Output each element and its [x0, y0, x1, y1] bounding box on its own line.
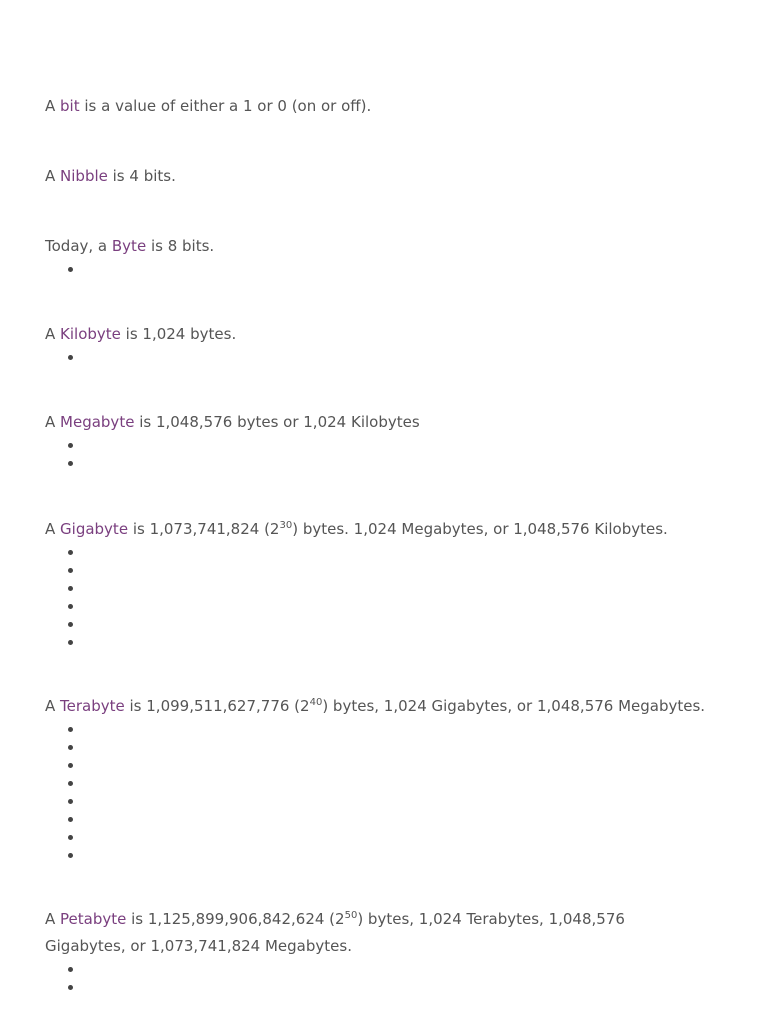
bullet-list: [45, 260, 735, 278]
definition-text: A Terabyte is 1,099,511,627,776 $(2^{40})$ bytes, 1,024 Gigabytes, or 1,048,576 Megabytes.: [45, 697, 706, 715]
list-bullet: [45, 633, 735, 651]
entry-terabyte: [45, 693, 735, 864]
entry-megabyte: [45, 409, 735, 472]
list-bullet: [45, 774, 735, 792]
list-bullet: [45, 846, 735, 864]
list-bullet: [45, 720, 735, 738]
list-bullet: [45, 828, 735, 846]
bullet-list: [45, 720, 735, 864]
list-bullet: [45, 579, 735, 597]
list-bullet: [45, 792, 735, 810]
list-bullet: [45, 561, 735, 579]
term-link-petabyte[interactable]: Petabyte: [60, 910, 127, 928]
definition-text: A bit is a value of either a 1 or 0 (on or off).: [45, 97, 372, 115]
entry-nibble: [45, 163, 735, 190]
entry-byte: [45, 233, 735, 278]
definition-text: A Nibble is 4 bits.: [45, 167, 176, 185]
list-bullet: [45, 810, 735, 828]
list-bullet: [45, 454, 735, 472]
term-link-terabyte[interactable]: Terabyte: [60, 697, 125, 715]
term-link-nibble[interactable]: Nibble: [60, 167, 108, 185]
definition-text: Today, a Byte is 8 bits.: [45, 237, 215, 255]
term-link-byte[interactable]: Byte: [111, 237, 147, 255]
list-bullet: [45, 348, 735, 366]
exponent: 50: [344, 910, 358, 921]
bullet-list: [45, 348, 735, 366]
exponent: 40: [309, 697, 323, 708]
bullet-list: [45, 436, 735, 472]
list-bullet: [45, 543, 735, 561]
definition-text: A Kilobyte is 1,024 bytes.: [45, 325, 237, 343]
exponent: 30: [279, 520, 293, 531]
definition-text: A Gigabyte is 1,073,741,824 $(2^{30})$ bytes. 1,024 Megabytes, or 1,048,576 Kilobytes.: [45, 520, 668, 538]
bullet-list: [45, 543, 735, 651]
list-bullet: [45, 597, 735, 615]
list-bullet: [45, 436, 735, 454]
list-bullet: [45, 260, 735, 278]
list-bullet: [45, 615, 735, 633]
entry-petabyte: [45, 906, 735, 996]
bullet-list: [45, 960, 735, 996]
entry-gigabyte: [45, 516, 735, 651]
term-link-gigabyte[interactable]: Gigabyte: [60, 520, 129, 538]
term-link-kilobyte[interactable]: Kilobyte: [60, 325, 121, 343]
term-link-bit[interactable]: bit: [60, 97, 80, 115]
definition-text-continued: Gigabytes, or 1,073,741,824 Megabytes.: [45, 937, 352, 955]
definition-text: A Petabyte is 1,125,899,906,842,624 $(2^{50})$ bytes, 1,024 Terabytes, 1,048,576: [45, 910, 625, 928]
definition-text: A Megabyte is 1,048,576 bytes or 1,024 Kilobytes: [45, 413, 420, 431]
list-bullet: [45, 960, 735, 978]
entry-kilobyte: [45, 321, 735, 366]
list-bullet: [45, 738, 735, 756]
entry-bit: [45, 93, 735, 120]
list-bullet: [45, 978, 735, 996]
term-link-megabyte[interactable]: Megabyte: [60, 413, 135, 431]
list-bullet: [45, 756, 735, 774]
